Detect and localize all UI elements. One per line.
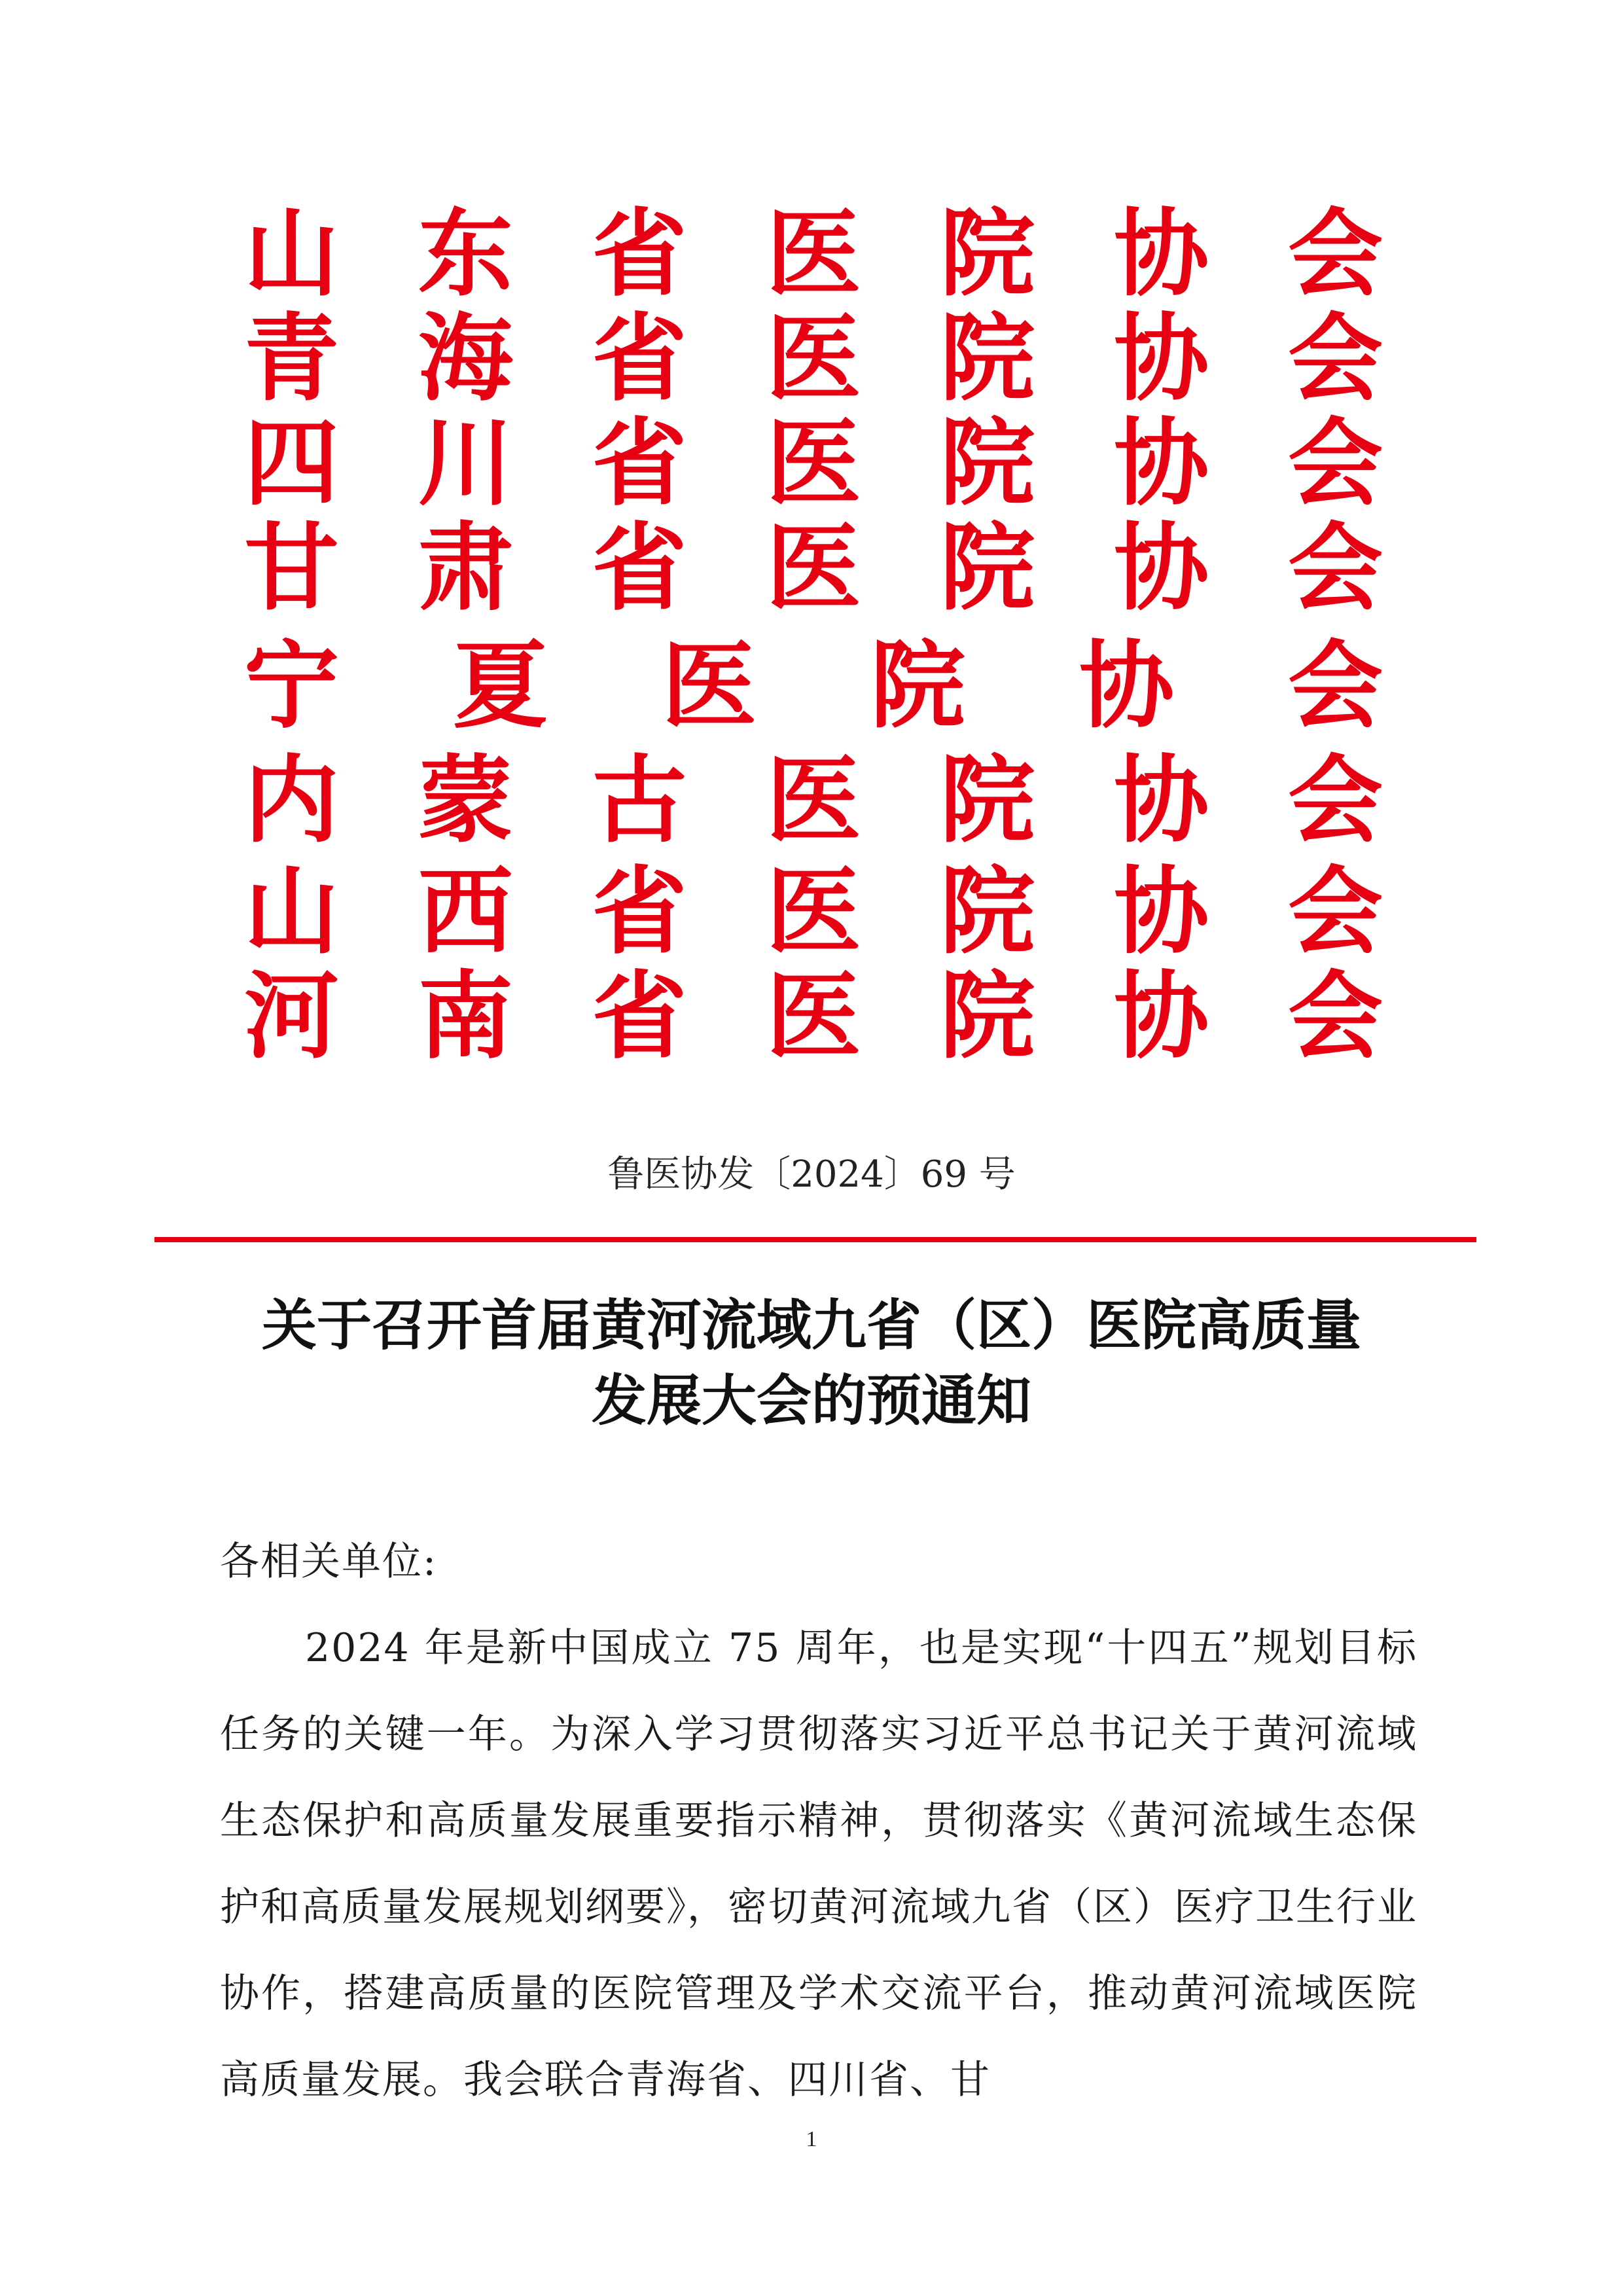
body-paragraph: 2024 年是新中国成立 75 周年，也是实现“十四五”规划目标任务的关键一年。为深入学习贯彻落实习近平总书记关于黄河流域生态保护和高质量发展重要指示精神，贯彻落实《黄河流域生态保护和高质量发展规划纲要》，密切黄河流域九省（区）医疗卫生行业协作，搭建高质量的医院管理及学术交流平台，推动黄河流域医院高质量发展。我会联合青海省、四川省、甘 [220,1625,1418,2103]
issuer-char: 会 [1287,961,1383,1072]
issuer-char: 东 [418,198,513,310]
issuer-char: 川 [418,408,513,519]
issuer-row-neimenggu [244,745,1383,856]
issuer-char: 古 [592,745,687,856]
issuer-char: 医 [766,303,861,414]
issuer-char: 肃 [418,512,513,624]
issuer-char: 医 [766,408,861,519]
issuer-char: 会 [1287,408,1383,519]
issuer-char: 会 [1288,630,1383,742]
issuer-row-sichuan [244,408,1383,519]
issuer-char: 省 [592,408,687,519]
issuer-char: 协 [1114,961,1209,1072]
issuer-char: 院 [940,303,1035,414]
issuer-char: 协 [1114,408,1209,519]
issuer-char: 省 [592,303,687,414]
issuer-char: 省 [592,961,687,1072]
issuer-char: 会 [1287,856,1383,967]
issuer-char: 协 [1114,303,1209,414]
issuer-char: 海 [418,303,513,414]
issuer-char: 会 [1287,303,1383,414]
issuer-row-gansu [244,512,1383,624]
issuer-char: 西 [418,856,513,967]
issuer-char: 省 [592,856,687,967]
issuer-char: 医 [766,745,861,856]
issuer-char: 会 [1287,745,1383,856]
issuer-char: 会 [1287,512,1383,624]
issuer-row-henan [244,961,1383,1072]
issuer-char: 医 [766,961,861,1072]
issuer-char: 省 [592,198,687,310]
issuer-row-qinghai [244,303,1383,414]
salutation: 各相关单位: [220,1539,438,1585]
issuer-char: 甘 [244,512,339,624]
red-divider [154,1237,1476,1242]
issuer-char: 协 [1114,198,1209,310]
issuer-char: 院 [940,408,1035,519]
issuer-char: 医 [766,512,861,624]
page-number: 1 [806,2127,817,2151]
issuer-char: 内 [244,745,339,856]
issuer-char: 青 [244,303,339,414]
issuer-char: 山 [244,198,339,310]
issuer-char: 协 [1079,630,1174,742]
issuer-row-ningxia [244,630,1383,742]
issuer-char: 医 [766,856,861,967]
issuer-char: 院 [940,856,1035,967]
issuer-char: 院 [940,198,1035,310]
issuer-char: 协 [1114,512,1209,624]
title-line-1: 关于召开首届黄河流域九省（区）医院高质量 [261,1293,1361,1357]
document-number: 鲁医协发〔2024〕69 号 [607,1153,1016,1196]
issuer-char: 会 [1287,198,1383,310]
issuer-char: 院 [940,745,1035,856]
issuer-char: 宁 [244,630,339,742]
issuer-char: 蒙 [418,745,513,856]
issuer-char: 协 [1114,856,1209,967]
issuer-char: 医 [662,630,757,742]
issuer-row-shanxi [244,856,1383,967]
title-line-2: 发展大会的预通知 [591,1369,1031,1433]
issuer-char: 医 [766,198,861,310]
issuer-char: 院 [940,961,1035,1072]
issuer-char: 河 [244,961,339,1072]
issuer-char: 协 [1114,745,1209,856]
issuer-char: 山 [244,856,339,967]
issuer-row-shandong [244,198,1383,310]
issuer-char: 省 [592,512,687,624]
issuer-char: 夏 [453,630,548,742]
issuer-char: 院 [940,512,1035,624]
issuer-char: 四 [244,408,339,519]
issuer-char: 南 [418,961,513,1072]
issuer-char: 院 [870,630,965,742]
